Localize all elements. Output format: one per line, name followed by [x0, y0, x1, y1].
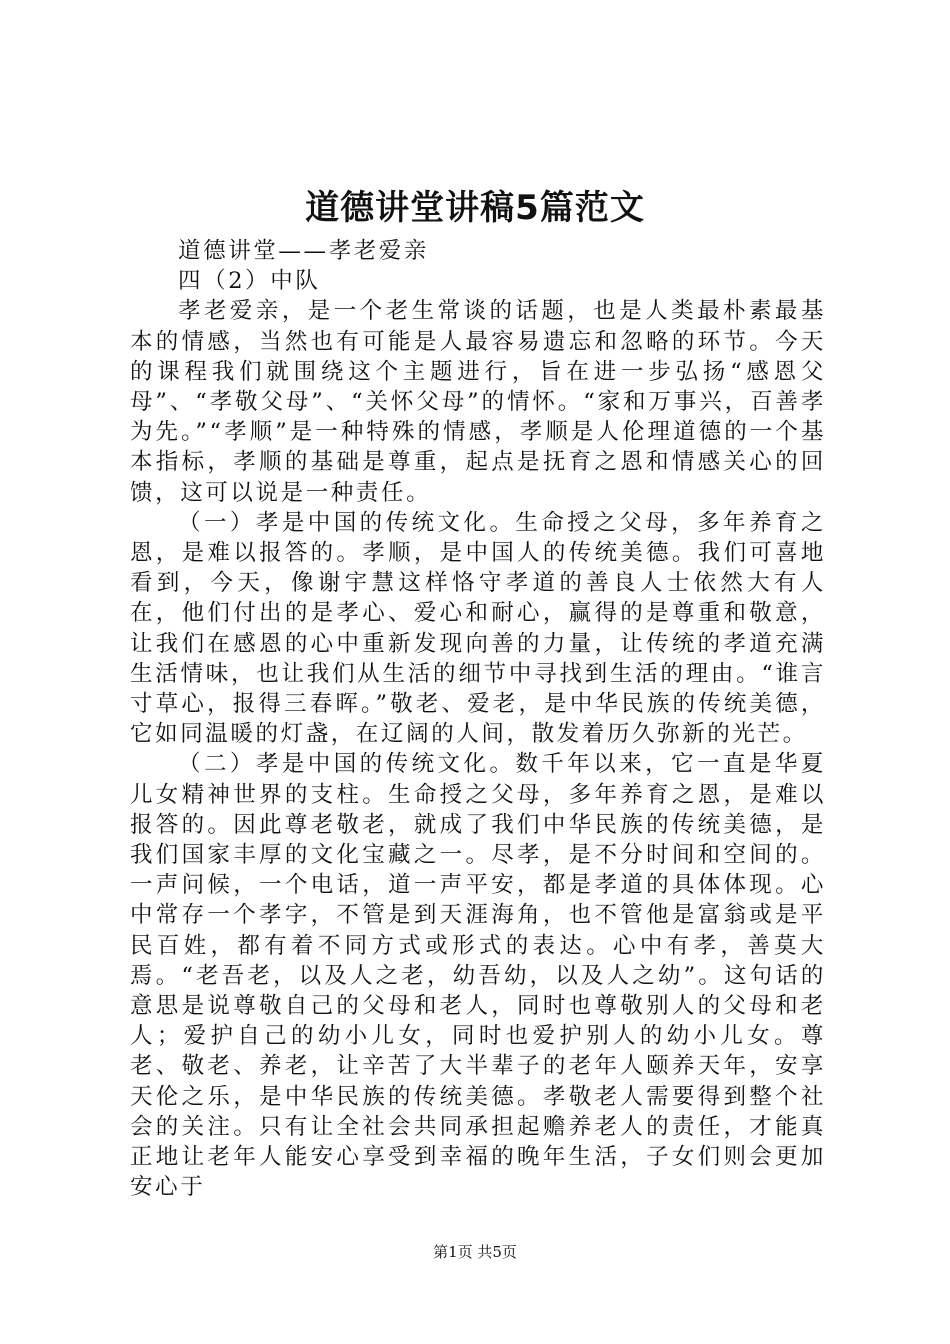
document-title: 道德讲堂讲稿5篇范文	[305, 188, 645, 228]
author-line: 四（2）中队	[178, 268, 321, 295]
page-footer: 第1页 共5页	[433, 1243, 517, 1261]
paragraph-section-1: （一）孝是中国的传统文化。生命授之父母，多年养育之恩，是难以报答的。孝顺，是中国人的传统美德。我们可喜地看到，今天，像谢宇慧这样恪守孝道的善良人士依然大有人在，他们付出的是孝心、爱心和耐心，赢得的是尊重和敬意，让我们在感恩的心中重新发现向善的力量，让传统的孝道充满生活情味，也让我们从生活的细节中寻找到生活的理由。“谁言寸草心，报得三春晖。”敬老、爱老，是中华民族的传统美德，它如同温暖的灯盏，在辽阔的人间，散发着历久弥新的光芒。	[130, 509, 826, 748]
paragraph-intro: 孝老爱亲，是一个老生常谈的话题，也是人类最朴素最基本的情感，当然也有可能是人最容易遗忘和忽略的环节。今天的课程我们就围绕这个主题进行，旨在进一步弘扬“感恩父母”、“孝敬父母”、“关怀父母”的情怀。“家和万事兴，百善孝为先。”“孝顺”是一种特殊的情感，孝顺是人伦理道德的一个基本指标，孝顺的基础是尊重，起点是抚育之恩和情感关心的回馈，这可以说是一种责任。	[130, 298, 826, 506]
document-body	[130, 236, 826, 1203]
paragraph-section-2: （二）孝是中国的传统文化。数千年以来，它一直是华夏儿女精神世界的支柱。生命授之父母，多年养育之恩，是难以报答的。因此尊老敬老，就成了我们中华民族的传统美德，是我们国家丰厚的文化宝藏之一。尽孝，是不分时间和空间的。一声问候，一个电话，道一声平安，都是孝道的具体体现。心中常存一个孝字，不管是到天涯海角，也不管他是富翁或是平民百姓，都有着不同方式或形式的表达。心中有孝，善莫大焉。“老吾老，以及人之老，幼吾幼，以及人之幼”。这句话的意思是说尊敬自己的父母和老人，同时也尊敬别人的父母和老人；爱护自己的幼小儿女，同时也爱护别人的幼小儿女。尊老、敬老、养老，让辛苦了大半辈子的老年人颐养天年，安享天伦之乐，是中华民族的传统美德。孝敬老人需要得到整个社会的关注。只有让全社会共同承担起赡养老人的责任，才能真正地让老年人能安心享受到幸福的晚年生活，子女们则会更加安心于	[130, 751, 826, 1201]
subtitle-line: 道德讲堂——孝老爱亲	[178, 238, 430, 264]
